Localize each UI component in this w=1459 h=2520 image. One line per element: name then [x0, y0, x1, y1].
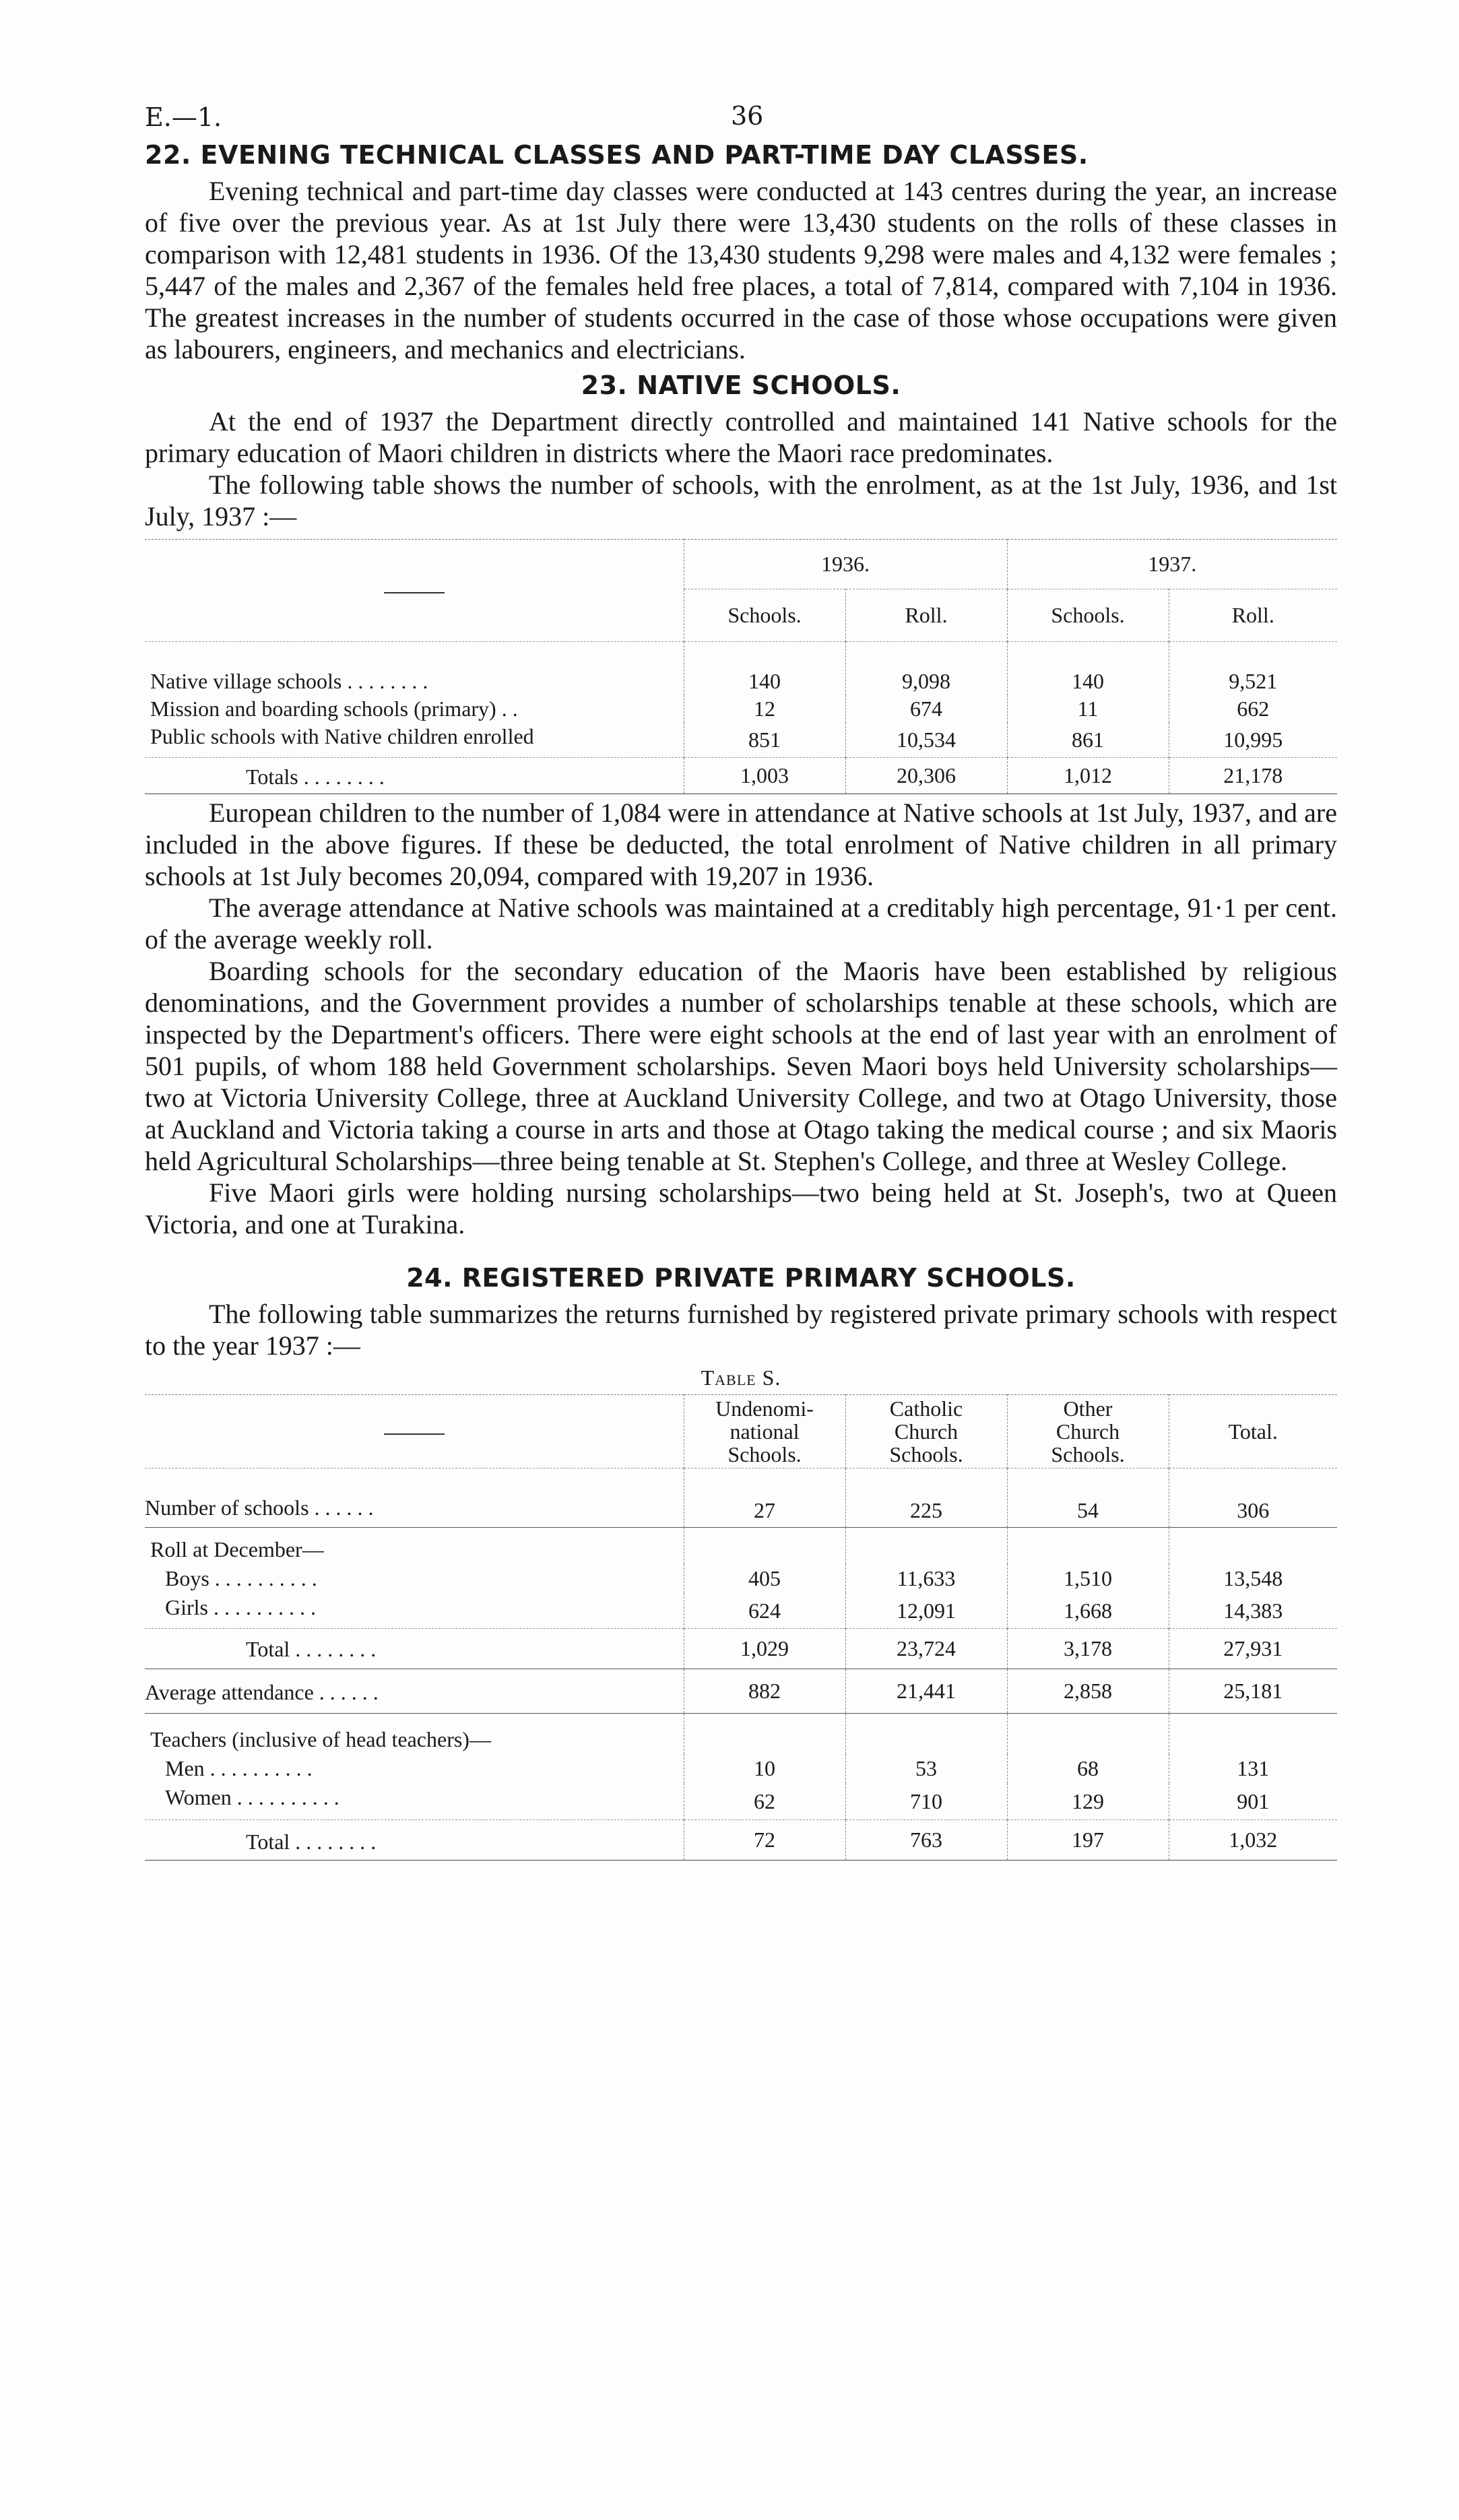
- table-row: Native village schools . . . . . . . . 140 9,098 140 9,521: [145, 642, 1337, 696]
- year-1937-header: 1937.: [1007, 540, 1337, 589]
- report-reference: E.—1.: [145, 102, 222, 132]
- table-row: Teachers (inclusive of head teachers)—: [145, 1714, 1337, 1755]
- table-row: Average attendance . . . . . . 882 21,441 2,858 25,181: [145, 1669, 1337, 1714]
- table-caption: Table S.: [701, 1365, 781, 1390]
- col-catholic: Catholic Church Schools.: [845, 1395, 1007, 1468]
- col-undenominational: Undenomi- national Schools.: [684, 1395, 845, 1468]
- section-23-paragraph-5: Boarding schools for the secondary education of the Maoris have been established by religious denominations, and the Government provides a number of scholarships tenable at these schools, which are inspected by the Department's officers. There were eight schools at the end of last year with an enrolment of 501 pupils, of whom 188 held Government scholarships. Seven Maori boys held University scholarships—two at Victoria University College, three at Auckland University College, and two at Otago University, those at Auckland and Victoria taking a course in arts and those at Otago taking the medical course ; and six Maoris held Agricultural Scholarships—three being tenable at St. Stephen's College, and three at Wesley College.: [145, 956, 1337, 1176]
- private-schools-table: [145, 1394, 1337, 1861]
- table-row: Public schools with Native children enrolled 851 10,534 861 10,995: [145, 723, 1337, 758]
- section-24-paragraph: The following table summarizes the returns furnished by registered private primary schools with respect to the year 1937 :—: [145, 1299, 1337, 1361]
- col-total: Total.: [1169, 1395, 1337, 1468]
- table-row: Women . . . . . . . . . . 62 710 129 901: [145, 1783, 1337, 1820]
- section-23-paragraph-2: The following table shows the number of schools, with the enrolment, as at the 1st July, 1936, and 1st July, 1937 :—: [145, 470, 1337, 531]
- table-row: Number of schools . . . . . . 27 225 54 306: [145, 1468, 1337, 1528]
- header-blank: [145, 540, 684, 642]
- section-23-paragraph-4: The average attendance at Native schools was maintained at a creditably high percentage, 91·1 per cent. of the average weekly roll.: [145, 893, 1337, 955]
- section-23-heading: 23. NATIVE SCHOOLS.: [581, 370, 901, 400]
- header-blank: [145, 1395, 684, 1468]
- col-other-church: Other Church Schools.: [1007, 1395, 1169, 1468]
- totals-row: Total . . . . . . . . 72 763 197 1,032: [145, 1820, 1337, 1861]
- table-row: Roll at December—: [145, 1528, 1337, 1565]
- page-number: 36: [731, 101, 764, 131]
- col-schools-1936: Schools.: [684, 589, 845, 642]
- table-row: Boys . . . . . . . . . . 405 11,633 1,510 13,548: [145, 1564, 1337, 1593]
- native-schools-table: [145, 539, 1337, 794]
- section-22-heading: 22. EVENING TECHNICAL CLASSES AND PART-TIME DAY CLASSES.: [145, 140, 1089, 170]
- col-roll-1936: Roll.: [845, 589, 1007, 642]
- table-row: Total . . . . . . . . 1,029 23,724 3,178 27,931: [145, 1629, 1337, 1669]
- section-23-paragraph-6: Five Maori girls were holding nursing scholarships—two being held at St. Joseph's, two at Queen Victoria, and one at Turakina.: [145, 1177, 1337, 1239]
- running-header: [145, 94, 1337, 135]
- section-23-paragraph-1: At the end of 1937 the Department directly controlled and maintained 141 Native schools for the primary education of Maori children in districts where the Maori race predominates.: [145, 406, 1337, 468]
- year-1936-header: 1936.: [684, 540, 1007, 589]
- table-row: Girls . . . . . . . . . . 624 12,091 1,668 14,383: [145, 1593, 1337, 1629]
- totals-row: Totals . . . . . . . . 1,003 20,306 1,012 21,178: [145, 758, 1337, 794]
- section-23-paragraph-3: European children to the number of 1,084 were in attendance at Native schools at 1st July, 1937, and are included in the above figures. If these be deducted, the total enrolment of Native children in all primary schools at 1st July becomes 20,094, compared with 19,207 in 1936.: [145, 798, 1337, 891]
- col-roll-1937: Roll.: [1169, 589, 1337, 642]
- section-24-heading: 24. REGISTERED PRIVATE PRIMARY SCHOOLS.: [406, 1263, 1076, 1293]
- table-row: Men . . . . . . . . . . 10 53 68 131: [145, 1754, 1337, 1783]
- section-22-paragraph: Evening technical and part-time day classes were conducted at 143 centres during the year, an increase of five over the previous year. As at 1st July there were 13,430 students on the rolls of these classes in comparison with 12,481 students in 1936. Of the 13,430 students 9,298 were males and 4,132 were females ; 5,447 of the males and 2,367 of the females held free places, a total of 7,814, compared with 7,104 in 1936. The greatest increases in the number of students occurred in the case of those whose occupations were given as labourers, engineers, and mechanics and electricians.: [145, 176, 1337, 364]
- table-row: Mission and boarding schools (primary) . . 12 674 11 662: [145, 695, 1337, 723]
- col-schools-1937: Schools.: [1007, 589, 1169, 642]
- page: [145, 94, 1337, 1861]
